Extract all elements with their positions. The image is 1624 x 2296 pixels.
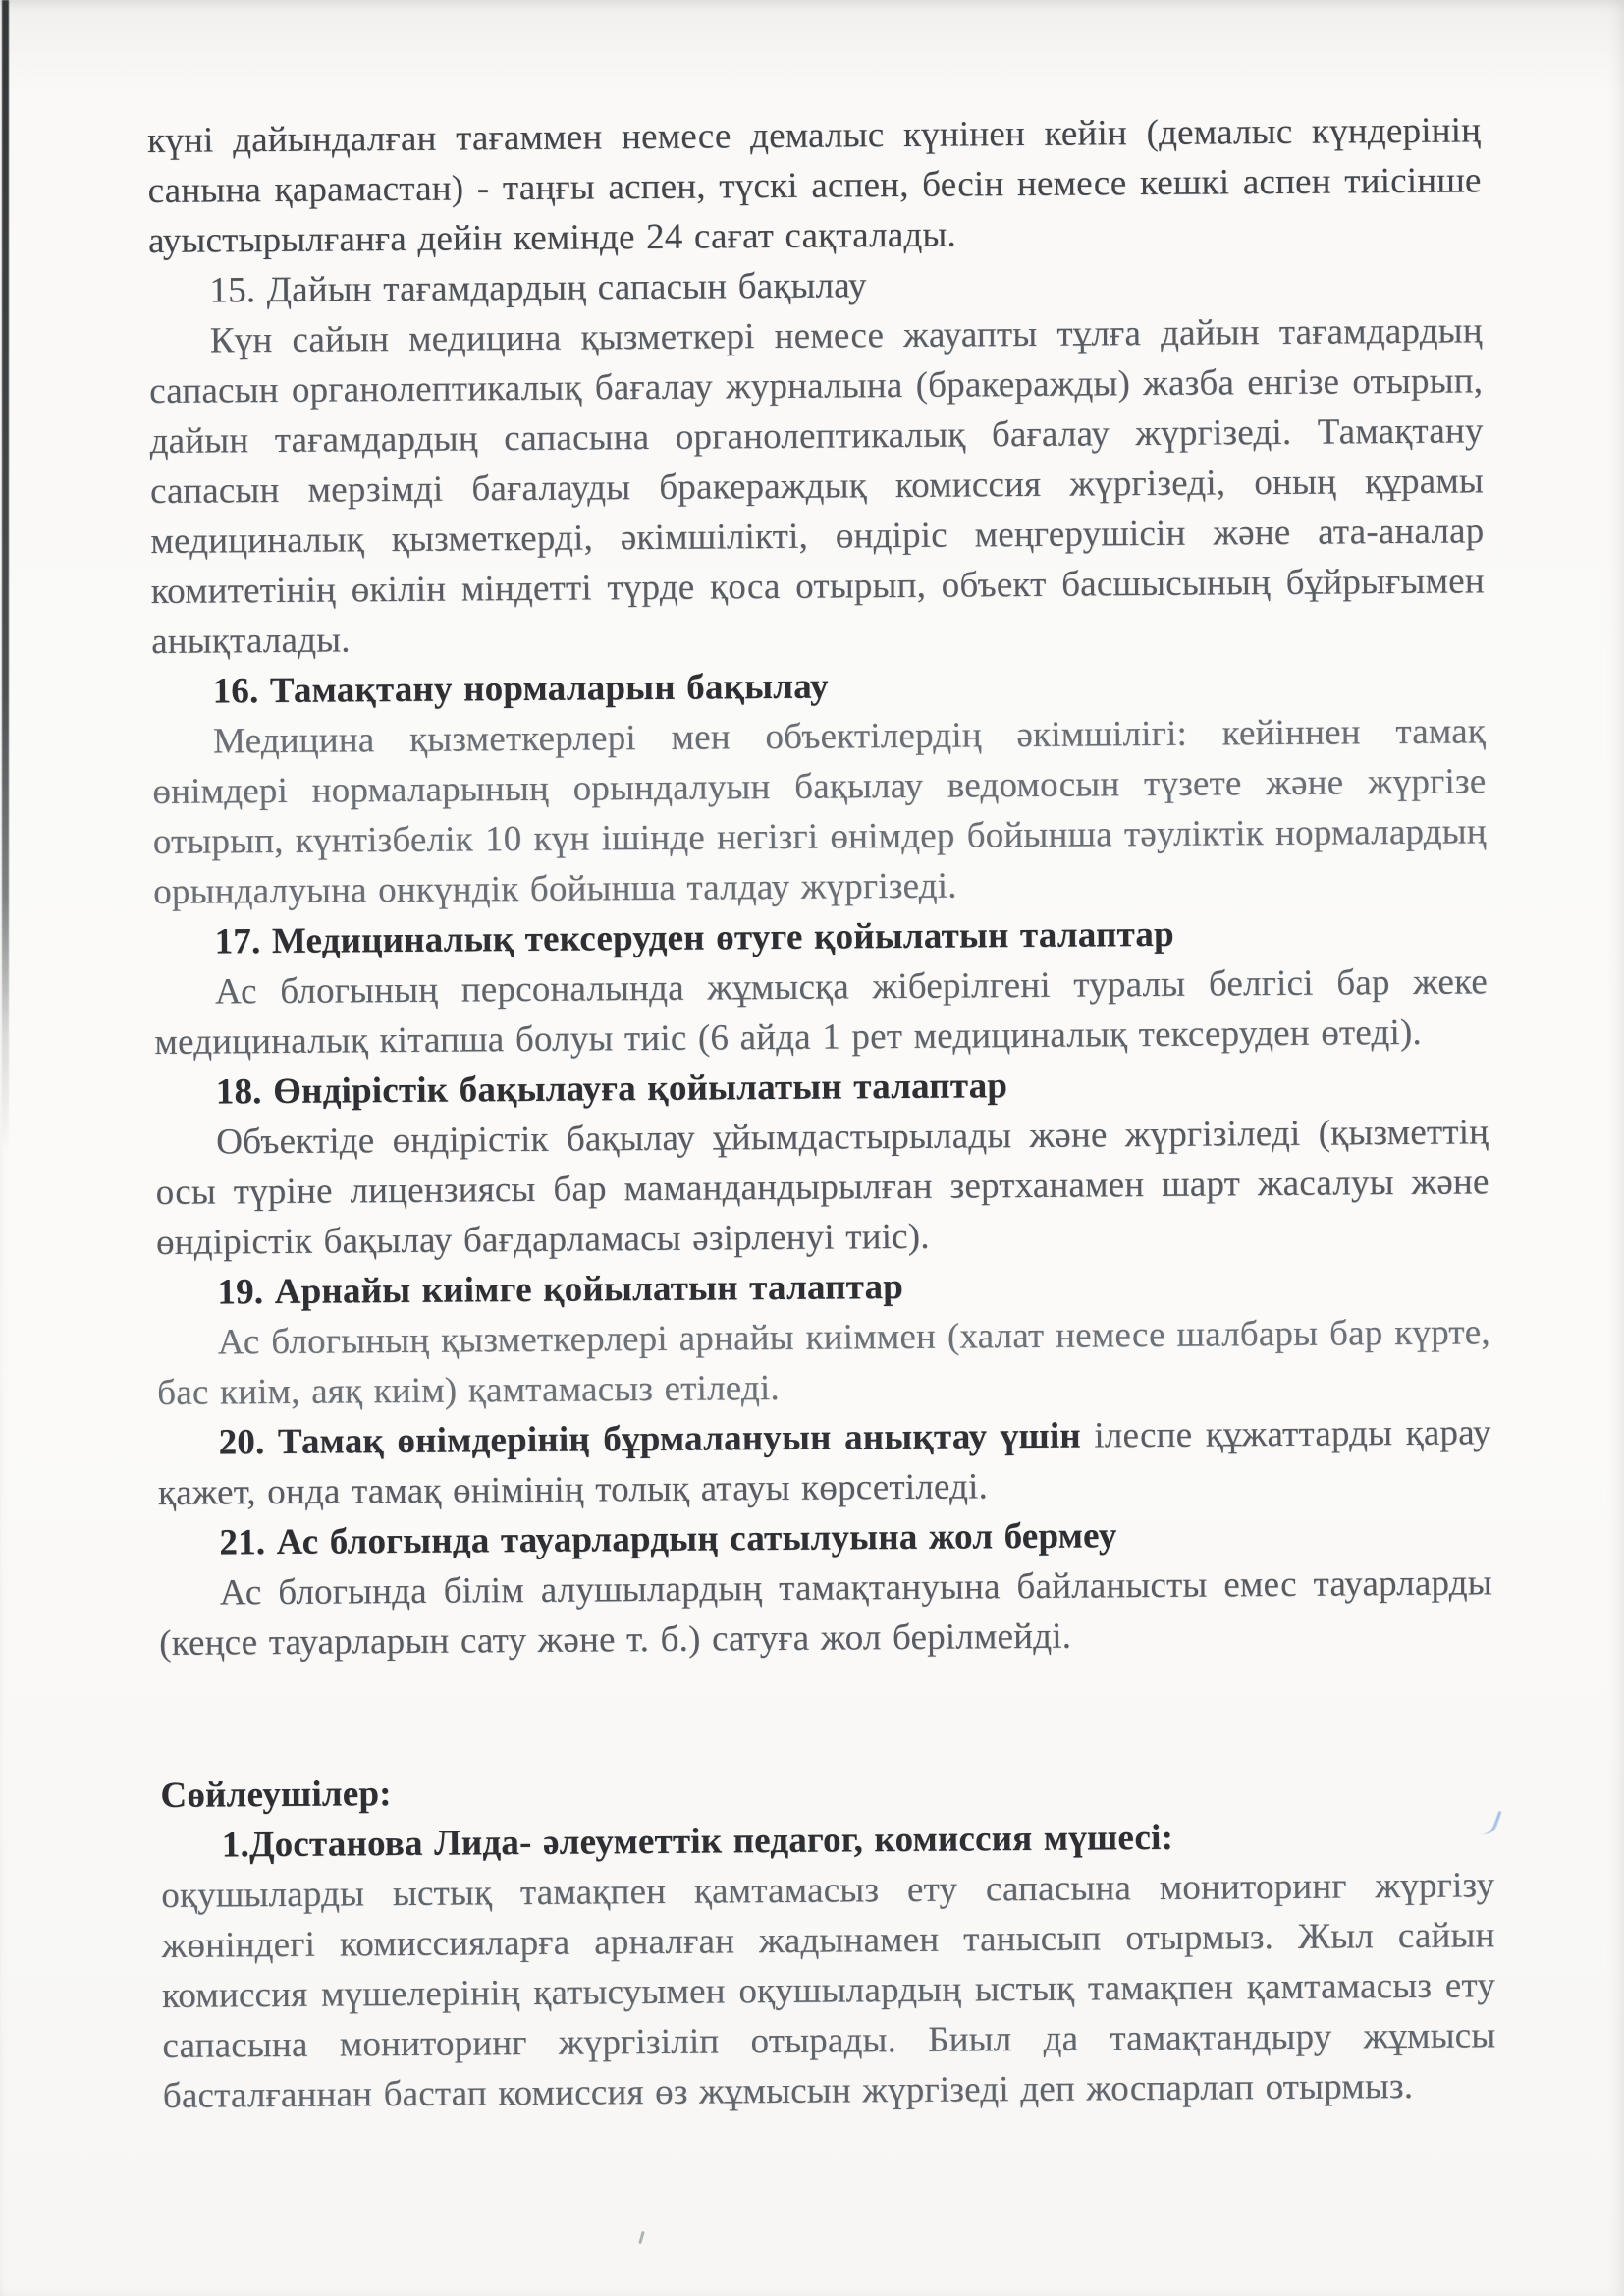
scan-speck-artifact	[638, 2231, 644, 2244]
paragraph-section-16: Медицина қызметкерлері мен объектілердің әкімшілігі: кейіннен тамақ өнімдері нормаларының орындалуын бақылау ведомосын түзете және жүргізе отырып, күнтізбелік 10 күн ішінде негізгі өнімдер бойынша тәуліктік нормалардың орындалуына онкүндік бойынша талдау жүргізеді.	[152, 711, 1487, 912]
section-heading-16: 16. Тамақтану нормаларын бақылау	[212, 666, 829, 712]
paragraph-section-18: Объектіде өндірістік бақылау ұйымдастырылады және жүргізіледі (қызметтің осы түріне лицензиясы бар мамандандырылған зертханамен шарт жасалуы және өндірістік бақылау бағдарламасы әзірленуі тиіс).	[155, 1112, 1489, 1263]
scan-edge-shadow	[2, 0, 9, 1149]
paragraph-section-20-text: ілеспе құжаттарды қарау қажет, онда тамақ өнімінің толық атауы көрсетіледі.	[157, 1412, 1491, 1513]
paragraph-section-15: Күн сайын медицина қызметкері немесе жауапты тұлға дайын тағамдардың сапасын органолептикалық бағалау журналына (бракеражды) жазба енгізе отырып, дайын тағамдардың сапасына органолептикалық бағалау жүргізеді. Тамақтану сапасын мерзімді бағалауды бракераждық комиссия жүргізеді, оның құрамы медициналық қызметкерді, әкімшілікті, өндіріс меңгерушісін және ата-аналар комитетінің өкілін міндетті түрде қоса отырып, объект басшысының бұйрығымен анықталады.	[149, 310, 1485, 662]
paragraph-section-17: Ас блогының персоналында жұмысқа жіберілгені туралы белгісі бар жеке медициналық кітапша болуы тиіс (6 айда 1 рет медициналық тексеруден өтеді).	[154, 961, 1489, 1063]
speaker-1-statement: оқушыларды ыстық тамақпен қамтамасыз ету сапасына мониторинг жүргізу жөніндегі комиссияларға арналған жадынамен танысып отырмыз. Жыл сайын комиссия мүшелерінің қатысуымен оқушылардың ыстық тамақпен қамтамасыз ету сапасына мониторинг жүргізіліп отырады. Биыл да тамақтандыру жұмысы басталғаннан бастап комиссия өз жұмысын жүргізеді деп жоспарлап отырмыз.	[161, 1865, 1496, 2116]
section-heading-17: 17. Медициналық тексеруден өтуге қойылатын талаптар	[214, 913, 1174, 962]
speakers-heading: Сөйлеушілер:	[160, 1774, 392, 1816]
section-heading-21: 21. Ас блогында тауарлардың сатылуына жол бермеу	[219, 1515, 1117, 1563]
section-heading-15: 15. Дайын тағамдардың сапасын бақылау	[209, 265, 867, 311]
speaker-1-name: 1.Достанова Лида- әлеуметтік педагог, комиссия мүшесі:	[221, 1817, 1174, 1866]
document-text	[147, 105, 1496, 2121]
paragraph-section-20	[157, 1407, 1491, 1518]
paragraph-section-19: Ас блогының қызметкерлері арнайы киіммен (халат немесе шалбары бар күрте, бас киім, аяқ киім) қамтамасыз етіледі.	[157, 1312, 1490, 1413]
paragraph-section-21: Ас блогында білім алушылардың тамақтануына байланысты емес тауарларды (кеңсе тауарларын сату және т. б.) сатуға жол берілмейді.	[159, 1562, 1492, 1664]
paragraph-continued: күні дайындалған тағаммен немесе демалыс күнінен кейін (демалыс күндерінің санына қарамастан) - таңғы аспен, түскі аспен, бесін немесе кешкі аспен тиісінше ауыстырылғанға дейін кемінде 24 сағат сақталады.	[147, 110, 1482, 261]
section-heading-19: 19. Арнайы киімге қойылатын талаптар	[217, 1266, 904, 1313]
section-heading-20-inline: 20. Тамақ өнімдерінің бұрмалануын анықтау үшін	[218, 1415, 1082, 1463]
section-heading-18: 18. Өндірістік бақылауға қойылатын талаптар	[215, 1066, 1008, 1113]
